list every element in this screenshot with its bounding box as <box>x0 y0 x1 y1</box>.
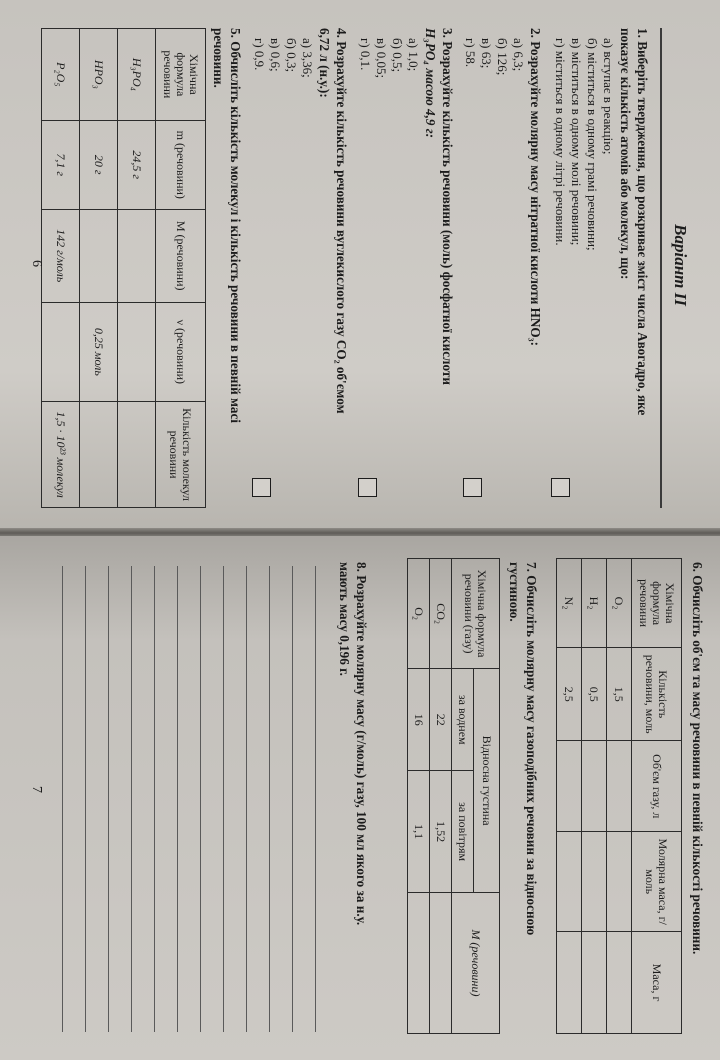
q4-text-2: 6,72 л (н.у.): <box>317 28 332 98</box>
q5-header-amount: ν (речовини) <box>156 302 206 402</box>
variant-title: Варіант ІІ <box>671 224 690 306</box>
answer-line[interactable] <box>131 566 132 1032</box>
answer-line[interactable] <box>62 566 63 1032</box>
q2-option-d: г) 58. <box>463 38 478 68</box>
table-cell: O₂ <box>607 559 632 648</box>
q5-header-mass: m (речовини) <box>156 120 206 209</box>
table-cell[interactable] <box>582 741 607 832</box>
q6-header-formula: Хімічна формула речовини <box>632 559 682 648</box>
q2-option-a: а) 6,3; <box>511 38 526 72</box>
table-cell[interactable] <box>118 209 156 302</box>
q7-text-2: густиною. <box>507 562 522 622</box>
answer-line[interactable] <box>85 566 86 1032</box>
q1-option-d: г) міститься в одному літрі речовини. <box>553 38 568 246</box>
table-cell: N₂ <box>557 559 582 648</box>
q1-text-2: показує кількість атомів або молекул, що: <box>618 28 633 280</box>
q2-text: 2. Розрахуйте молярну масу нітратної кислоти HNO₃: <box>528 28 543 347</box>
table-cell[interactable] <box>582 932 607 1034</box>
table-cell: HPO₃ <box>80 29 118 121</box>
q1-option-c: в) міститься в одному молі речовини; <box>569 38 584 246</box>
q8-text-2: мають масу 0,196 г. <box>337 562 352 676</box>
table-cell: 1,52 <box>430 771 452 893</box>
table-cell[interactable] <box>557 832 582 932</box>
q7-header-air: за повітрям <box>452 771 474 893</box>
table-row <box>557 559 582 1034</box>
q3-option-d: г) 0,1. <box>358 38 373 71</box>
table-row <box>408 559 430 1034</box>
q2-answer-box[interactable] <box>463 478 482 497</box>
table-cell: H₂ <box>582 559 607 648</box>
right-page <box>0 536 720 1060</box>
q7-header-molar-mass: M (речовини) <box>452 892 500 1033</box>
table-cell: 2,5 <box>557 648 582 741</box>
table-cell[interactable]: 1,5 · 10²³ молекул <box>42 402 80 508</box>
table-cell: P₂O₅ <box>42 29 80 121</box>
q4-option-a: а) 3,36; <box>300 38 315 78</box>
table-cell[interactable] <box>408 892 430 1033</box>
q5-header-formula: Хімічна формула речовини <box>156 29 206 121</box>
answer-line[interactable] <box>269 566 270 1032</box>
q5-header-molar-mass: M (речовини) <box>156 209 206 302</box>
table-cell: 16 <box>408 669 430 771</box>
q8-text: 8. Розрахуйте молярну масу (г/моль) газу, 100 мл якого за н.у. <box>354 562 369 926</box>
q4-option-b: б) 0,3; <box>284 38 299 73</box>
table-row <box>430 559 452 1034</box>
table-cell[interactable]: 24,5 г <box>118 120 156 209</box>
table-cell[interactable]: 142 г/моль <box>42 209 80 302</box>
q1-option-b: б) міститься в одному грамі речовини; <box>585 38 600 251</box>
q7-header-density: Відносна густина <box>474 669 500 893</box>
table-cell[interactable] <box>80 209 118 302</box>
header-rule <box>660 28 662 508</box>
q4-option-c: в) 0,6; <box>268 38 283 72</box>
q6-text: 6. Обчисліть об'єм та масу речовини в певній кількості речовини. <box>690 562 705 955</box>
table-cell[interactable] <box>118 302 156 402</box>
table-row <box>607 559 632 1034</box>
q3-answer-box[interactable] <box>358 478 377 497</box>
table-cell: 0,5 <box>582 648 607 741</box>
table-cell[interactable] <box>607 832 632 932</box>
table-cell: H₃PO₄ <box>118 29 156 121</box>
table-cell[interactable] <box>557 741 582 832</box>
table-cell[interactable] <box>42 302 80 402</box>
q5-text-2: речовини. <box>211 28 226 88</box>
table-cell[interactable] <box>80 402 118 508</box>
table-cell: 22 <box>430 669 452 771</box>
q4-answer-box[interactable] <box>252 478 271 497</box>
page-number-right: 7 <box>29 786 44 793</box>
table-row <box>118 29 156 508</box>
page-number-left: 6 <box>29 260 44 267</box>
table-cell[interactable]: 20 г <box>80 120 118 209</box>
answer-line[interactable] <box>154 566 155 1032</box>
table-cell: 1,5 <box>607 648 632 741</box>
q3-option-b: б) 0,5; <box>390 38 405 73</box>
q1-answer-box[interactable] <box>551 478 570 497</box>
q5-text: 5. Обчисліть кількість молекул і кількість речовини в певній масі <box>228 28 243 423</box>
table-cell[interactable] <box>607 932 632 1034</box>
q7-table <box>407 558 500 1034</box>
q3-text: 3. Розрахуйте кількість речовини (моль) фосфатної кислоти <box>440 28 455 385</box>
answer-line[interactable] <box>200 566 201 1032</box>
q5-table <box>41 28 206 508</box>
table-row <box>582 559 607 1034</box>
table-cell[interactable] <box>557 932 582 1034</box>
q6-header-mass: Маса, г <box>632 932 682 1034</box>
q3-option-a: а) 1,0; <box>406 38 421 72</box>
q4-option-d: г) 0,9. <box>252 38 267 71</box>
table-cell[interactable]: 0,25 моль <box>80 302 118 402</box>
table-cell[interactable] <box>582 832 607 932</box>
q3-text-2: H₃PO₄ масою 4,9 г: <box>423 28 438 139</box>
answer-line[interactable] <box>223 566 224 1032</box>
q2-option-b: б) 126; <box>495 38 510 76</box>
q6-header-volume: Об'єм газу, л <box>632 741 682 832</box>
q3-option-c: в) 0,05; <box>374 38 389 79</box>
table-cell: O₂ <box>408 559 430 669</box>
table-cell: CO₂ <box>430 559 452 669</box>
table-cell[interactable] <box>607 741 632 832</box>
q7-text: 7. Обчисліть молярну масу газоподібних речовин за відносною <box>524 562 539 936</box>
answer-line[interactable] <box>246 566 247 1032</box>
table-row <box>80 29 118 508</box>
q4-text: 4. Розрахуйте кількість речовини вуглекислого газу CO₂ об'ємом <box>334 28 349 414</box>
answer-line[interactable] <box>315 566 316 1032</box>
table-cell: 1,1 <box>408 771 430 893</box>
answer-line[interactable] <box>177 566 178 1032</box>
q7-header-formula: Хімічна формула речовини (газу) <box>452 559 500 669</box>
q1-text: 1. Виберіть твердження, що розкриває зміст числа Авогадро, яке <box>635 28 650 416</box>
answer-line[interactable] <box>108 566 109 1032</box>
table-row <box>42 29 80 508</box>
q2-option-c: в) 63; <box>479 38 494 69</box>
table-cell[interactable] <box>430 892 452 1033</box>
q7-header-hydrogen: за воднем <box>452 669 474 771</box>
q6-table <box>556 558 682 1034</box>
q1-option-a: а) вступає в реакцію; <box>601 38 616 155</box>
q5-header-molecules: Кількість молекул речовини <box>156 402 206 508</box>
answer-line[interactable] <box>292 566 293 1032</box>
q6-header-amount: Кількість речовини, моль <box>632 648 682 741</box>
table-cell[interactable] <box>118 402 156 508</box>
q6-header-molar-mass: Молярна маса, г/моль <box>632 832 682 932</box>
table-cell[interactable]: 7,1 г <box>42 120 80 209</box>
